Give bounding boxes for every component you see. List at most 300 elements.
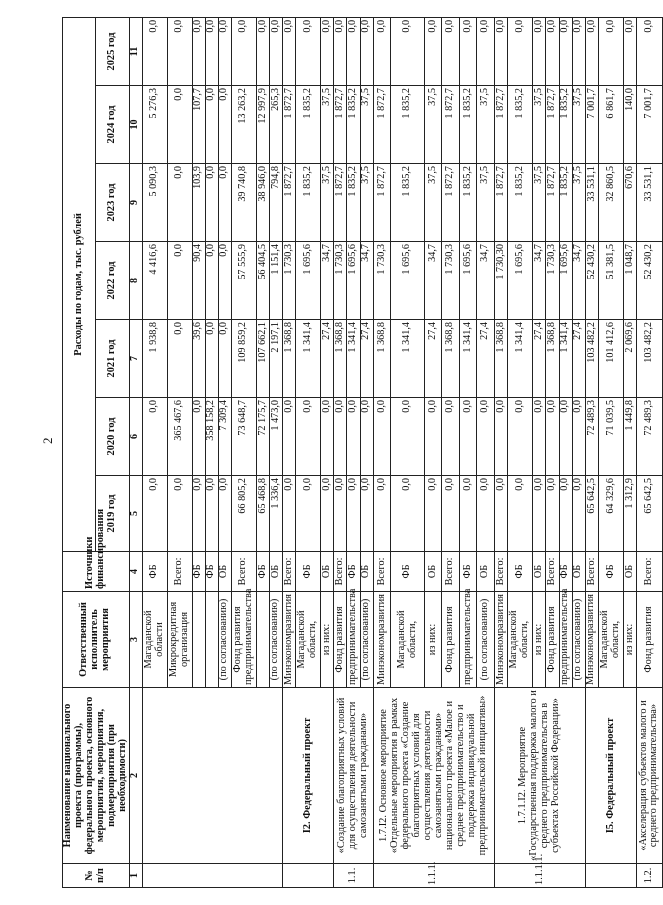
row-value: 0,0 <box>347 476 360 552</box>
header-year: 2019 год <box>96 476 129 552</box>
row-value: 1 835,2 <box>391 164 425 242</box>
row-resp: предпринимательства <box>347 592 360 688</box>
row-resp: из них: <box>533 592 546 688</box>
row-value: 1 449,8 <box>624 398 637 476</box>
row-value: 27,4 <box>533 320 546 398</box>
row-value: 64 329,6 <box>598 476 623 552</box>
row-value: 1 368,8 <box>546 320 559 398</box>
row-value: 37,5 <box>477 164 495 242</box>
row-value: 0,0 <box>546 398 559 476</box>
row-src: ФБ <box>508 552 533 592</box>
row-value: 0,0 <box>296 476 321 552</box>
row-resp: предпринимательства <box>459 592 477 688</box>
row-name <box>495 688 586 864</box>
row-value: 34,7 <box>533 242 546 320</box>
row-value: 0,0 <box>347 398 360 476</box>
row-value: 0,0 <box>296 17 321 85</box>
row-value: 32 860,5 <box>598 164 623 242</box>
row-value: 0,0 <box>391 476 425 552</box>
row-value: 34,7 <box>424 242 442 320</box>
row-value: 103 482,2 <box>585 320 598 398</box>
row-value: 1 835,2 <box>459 86 477 164</box>
row-value: 27,4 <box>572 320 585 398</box>
row-value: 6 861,7 <box>598 86 623 164</box>
row-src: ОБ <box>477 552 495 592</box>
row-value: 101 412,6 <box>598 320 623 398</box>
row-value: 0,0 <box>495 398 508 476</box>
table-row <box>334 17 347 887</box>
row-value: 1 872,7 <box>334 164 347 242</box>
row-value: 66 805,2 <box>231 476 256 552</box>
row-value: 0,0 <box>205 86 218 164</box>
row-value: 1 341,4 <box>296 320 321 398</box>
row-src: ОБ <box>269 552 282 592</box>
row-resp: (по согласованию) <box>477 592 495 688</box>
row-value: 73 648,7 <box>231 398 256 476</box>
row-value: 0,0 <box>572 398 585 476</box>
row-value: 37,5 <box>360 164 373 242</box>
col-index: 4 <box>129 552 142 592</box>
row-resp: Магаданской области <box>142 592 167 688</box>
row-value: 1 368,8 <box>373 320 391 398</box>
row-value: 0,0 <box>637 17 662 85</box>
row-value: 51 381,5 <box>598 242 623 320</box>
row-name-text: 1.7.1.I2. Мероприятие «Государственная поддержка малого и среднего предпринимательства в субъектах Российской Федерации» <box>517 690 561 861</box>
row-value: 4 416,6 <box>142 242 167 320</box>
col-index: 10 <box>129 86 142 164</box>
row-value: 65 642,5 <box>637 476 662 552</box>
row-value: 1 341,4 <box>391 320 425 398</box>
row-resp <box>256 592 269 688</box>
row-src: Всего: <box>585 552 598 592</box>
row-value: 0,0 <box>533 476 546 552</box>
row-value: 1 730,3 <box>282 242 295 320</box>
row-value: 1 835,2 <box>459 164 477 242</box>
header-src: Источники финансирования <box>63 552 130 592</box>
row-name-text: «Создание благоприятных условий для осуществления деятельности самозанятыми гражданами» <box>336 697 369 854</box>
row-value: 1 872,7 <box>282 164 295 242</box>
row-value: 358 158,2 <box>205 398 218 476</box>
header-year: 2023 год <box>96 164 129 242</box>
row-value: 0,0 <box>533 398 546 476</box>
row-value: 38 946,0 <box>256 164 269 242</box>
row-value: 0,0 <box>424 17 442 85</box>
row-value: 7 001,7 <box>585 86 598 164</box>
row-name <box>282 688 333 864</box>
row-value: 1 368,8 <box>495 320 508 398</box>
row-value: 0,0 <box>495 17 508 85</box>
row-value: 0,0 <box>205 164 218 242</box>
row-value: 52 430,2 <box>585 242 598 320</box>
row-resp: Магаданской области, <box>391 592 425 688</box>
row-src: ОБ <box>533 552 546 592</box>
rotated-page <box>62 18 660 888</box>
row-value: 1 341,4 <box>347 320 360 398</box>
row-num <box>282 864 333 888</box>
row-value: 0,0 <box>391 398 425 476</box>
row-resp: Фонд развития <box>546 592 559 688</box>
row-value: 7 001,7 <box>637 86 662 164</box>
row-value: 1 835,2 <box>391 86 425 164</box>
row-src: ФБ <box>391 552 425 592</box>
row-resp: Фонд развития <box>442 592 460 688</box>
row-src: Всего: <box>282 552 295 592</box>
row-resp: Фонд развития <box>334 592 347 688</box>
row-num: 1.2. <box>637 864 662 888</box>
row-value: 0,0 <box>282 476 295 552</box>
row-value: 0,0 <box>296 398 321 476</box>
row-src: ФБ <box>296 552 321 592</box>
row-src: ОБ <box>321 552 334 592</box>
row-value: 0,0 <box>218 476 231 552</box>
row-name <box>637 688 662 864</box>
row-value: 1 695,6 <box>459 242 477 320</box>
row-value: 0,0 <box>373 17 391 85</box>
header-year: 2025 год <box>96 17 129 85</box>
row-value: 33 531,1 <box>637 164 662 242</box>
row-value: 103,9 <box>192 164 205 242</box>
row-value: 0,0 <box>508 398 533 476</box>
row-value: 0,0 <box>546 476 559 552</box>
row-value: 0,0 <box>205 320 218 398</box>
row-resp: (по согласованию) <box>360 592 373 688</box>
row-value: 37,5 <box>572 86 585 164</box>
row-value: 27,4 <box>321 320 334 398</box>
row-value: 0,0 <box>167 242 192 320</box>
row-value: 1 368,8 <box>334 320 347 398</box>
row-src: ОБ <box>624 552 637 592</box>
row-value: 1 835,2 <box>559 164 572 242</box>
header-year: 2024 год <box>96 86 129 164</box>
row-value: 0,0 <box>495 476 508 552</box>
row-value: 2 069,6 <box>624 320 637 398</box>
row-value: 140,0 <box>624 86 637 164</box>
row-value: 0,0 <box>442 476 460 552</box>
row-resp: Магаданской области, <box>296 592 321 688</box>
header-year: 2020 год <box>96 398 129 476</box>
row-value: 39,6 <box>192 320 205 398</box>
row-value: 365 467,6 <box>167 398 192 476</box>
row-value: 72 489,3 <box>585 398 598 476</box>
row-value: 1 341,4 <box>508 320 533 398</box>
row-value: 1 835,2 <box>347 86 360 164</box>
row-resp: (по согласованию) <box>269 592 282 688</box>
row-value: 37,5 <box>360 86 373 164</box>
row-value: 0,0 <box>167 476 192 552</box>
row-value: 1 368,8 <box>282 320 295 398</box>
row-value: 0,0 <box>477 17 495 85</box>
row-value: 37,5 <box>572 164 585 242</box>
row-resp <box>192 592 205 688</box>
row-value: 0,0 <box>142 398 167 476</box>
header-num: № п/п <box>63 864 130 888</box>
row-value: 13 263,2 <box>231 86 256 164</box>
row-resp: Минэкономразвития <box>282 592 295 688</box>
row-value: 1 872,7 <box>546 86 559 164</box>
row-value: 0,0 <box>192 398 205 476</box>
row-value: 57 555,9 <box>231 242 256 320</box>
row-value: 0,0 <box>218 86 231 164</box>
row-src: Всего: <box>334 552 347 592</box>
row-value: 1 312,9 <box>624 476 637 552</box>
row-name <box>142 688 282 864</box>
row-value: 37,5 <box>424 86 442 164</box>
row-value: 1 695,6 <box>391 242 425 320</box>
row-value: 0,0 <box>508 17 533 85</box>
row-value: 37,5 <box>321 86 334 164</box>
row-value: 1 872,7 <box>334 86 347 164</box>
row-value: 0,0 <box>205 476 218 552</box>
row-src: ОБ <box>424 552 442 592</box>
row-value: 0,0 <box>598 17 623 85</box>
row-value: 0,0 <box>167 164 192 242</box>
row-value: 1 151,4 <box>269 242 282 320</box>
col-index: 6 <box>129 398 142 476</box>
table-row <box>142 17 167 887</box>
row-src: ФБ <box>559 552 572 592</box>
row-value: 0,0 <box>142 476 167 552</box>
row-value: 37,5 <box>321 164 334 242</box>
row-resp: (по согласованию) <box>572 592 585 688</box>
row-src: ФБ <box>347 552 360 592</box>
row-value: 0,0 <box>167 320 192 398</box>
row-value: 71 039,5 <box>598 398 623 476</box>
table-row <box>495 17 508 887</box>
header-year: 2021 год <box>96 320 129 398</box>
row-src: ФБ <box>256 552 269 592</box>
expenses-table <box>62 17 663 888</box>
row-value: 0,0 <box>218 17 231 85</box>
row-value: 0,0 <box>334 17 347 85</box>
row-name <box>373 688 494 864</box>
row-src: Всего: <box>495 552 508 592</box>
row-value: 37,5 <box>533 164 546 242</box>
row-value: 1 730,3 <box>546 242 559 320</box>
row-value: 12 997,9 <box>256 86 269 164</box>
row-value: 0,0 <box>477 476 495 552</box>
col-index: 11 <box>129 17 142 85</box>
row-value: 1 473,0 <box>269 398 282 476</box>
row-value: 1 872,7 <box>442 86 460 164</box>
row-value: 794,8 <box>269 164 282 242</box>
row-value: 0,0 <box>218 242 231 320</box>
row-value: 0,0 <box>321 398 334 476</box>
row-value: 5 090,3 <box>142 164 167 242</box>
row-resp: из них: <box>321 592 334 688</box>
row-resp: Магаданской области, <box>598 592 623 688</box>
row-value: 1 368,8 <box>442 320 460 398</box>
row-value: 0,0 <box>559 398 572 476</box>
row-src: ФБ <box>459 552 477 592</box>
row-value: 27,4 <box>360 320 373 398</box>
row-value: 1 872,7 <box>495 164 508 242</box>
row-value: 37,5 <box>533 86 546 164</box>
row-src: ФБ <box>205 552 218 592</box>
row-value: 0,0 <box>218 320 231 398</box>
row-value: 1 341,4 <box>559 320 572 398</box>
row-src: ОБ <box>360 552 373 592</box>
row-value: 0,0 <box>256 17 269 85</box>
row-src: Всего: <box>546 552 559 592</box>
row-value: 109 859,2 <box>231 320 256 398</box>
row-value: 0,0 <box>205 242 218 320</box>
row-value: 27,4 <box>477 320 495 398</box>
row-value: 1 695,6 <box>559 242 572 320</box>
row-value: 0,0 <box>546 17 559 85</box>
row-num: 1.1.1.1. <box>495 864 586 888</box>
row-value: 265,3 <box>269 86 282 164</box>
row-value: 7 309,4 <box>218 398 231 476</box>
row-value: 0,0 <box>192 476 205 552</box>
row-value: 65 642,5 <box>585 476 598 552</box>
row-value: 0,0 <box>572 476 585 552</box>
row-value: 0,0 <box>321 476 334 552</box>
row-resp: Магаданской области, <box>508 592 533 688</box>
row-src: Всего: <box>231 552 256 592</box>
row-value: 1 695,6 <box>296 242 321 320</box>
row-value: 34,7 <box>477 242 495 320</box>
row-src: ОБ <box>218 552 231 592</box>
row-value: 37,5 <box>477 86 495 164</box>
row-value: 0,0 <box>142 17 167 85</box>
row-value: 0,0 <box>459 17 477 85</box>
header-year: 2022 год <box>96 242 129 320</box>
row-value: 0,0 <box>282 398 295 476</box>
row-resp: из них: <box>624 592 637 688</box>
table-row <box>585 17 598 887</box>
row-value: 0,0 <box>269 17 282 85</box>
row-value: 0,0 <box>459 398 477 476</box>
row-src: Всего: <box>637 552 662 592</box>
row-value: 1 336,4 <box>269 476 282 552</box>
row-value: 1 835,2 <box>508 164 533 242</box>
row-value: 1 938,8 <box>142 320 167 398</box>
row-value: 0,0 <box>167 86 192 164</box>
col-index: 2 <box>129 688 142 864</box>
row-value: 1 695,6 <box>508 242 533 320</box>
row-value: 1 730,30 <box>495 242 508 320</box>
row-value: 39 740,8 <box>231 164 256 242</box>
row-value: 107,7 <box>192 86 205 164</box>
row-value: 34,7 <box>360 242 373 320</box>
row-resp <box>205 592 218 688</box>
row-value: 1 835,2 <box>347 164 360 242</box>
row-value: 0,0 <box>334 398 347 476</box>
row-value: 90,4 <box>192 242 205 320</box>
row-value: 0,0 <box>424 398 442 476</box>
row-value: 1 835,2 <box>559 86 572 164</box>
row-value: 0,0 <box>321 17 334 85</box>
table-row <box>637 17 662 887</box>
row-value: 0,0 <box>205 17 218 85</box>
row-resp: (по согласованию) <box>218 592 231 688</box>
col-index: 8 <box>129 242 142 320</box>
row-value: 0,0 <box>391 17 425 85</box>
row-resp: предпринимательства <box>559 592 572 688</box>
row-value: 1 872,7 <box>495 86 508 164</box>
row-src: ФБ <box>142 552 167 592</box>
row-value: 0,0 <box>442 17 460 85</box>
row-name <box>585 688 636 864</box>
row-resp: Микрокредитная организация <box>167 592 192 688</box>
row-value: 0,0 <box>533 17 546 85</box>
row-value: 1 872,7 <box>373 164 391 242</box>
row-name-text: I5. Федеральный проект <box>604 717 616 834</box>
row-num <box>142 864 282 888</box>
row-src: Всего: <box>373 552 391 592</box>
row-value: 0,0 <box>360 17 373 85</box>
row-value: 0,0 <box>585 17 598 85</box>
row-num <box>585 864 636 888</box>
row-value: 1 872,7 <box>546 164 559 242</box>
row-num: 1.1. <box>334 864 373 888</box>
header-name: Наименование национального проекта (программы), федерального проекта, основного мероприятия, мероприятия, подмероприятия (при необходимости) <box>63 688 130 864</box>
row-src: ОБ <box>572 552 585 592</box>
row-value: 0,0 <box>559 17 572 85</box>
row-name-text: 1.7.I2. Основное мероприятие «Отдельные мероприятия в рамках федерального проекта «Создание благоприятных условий для осуществления деятельности самозанятыми гражданами» национального проекта «Малое и среднее предпринимательство и поддержка индивидуальной предпринимательской инициативы» <box>378 695 488 856</box>
row-value: 0,0 <box>373 476 391 552</box>
row-value: 33 531,1 <box>585 164 598 242</box>
row-value: 1 695,6 <box>347 242 360 320</box>
col-index: 1 <box>129 864 142 888</box>
row-resp: Минэкономразвития <box>585 592 598 688</box>
row-value: 0,0 <box>334 476 347 552</box>
row-value: 1 835,2 <box>508 86 533 164</box>
row-num: 1.1.1. <box>373 864 494 888</box>
row-value: 5 276,3 <box>142 86 167 164</box>
row-name-text: «Акселерация субъектов малого и среднего предпринимательства» <box>637 700 660 851</box>
row-src: ФБ <box>598 552 623 592</box>
col-index: 9 <box>129 164 142 242</box>
row-value: 0,0 <box>192 17 205 85</box>
row-name-text: I2. Федеральный проект <box>301 717 313 834</box>
row-resp: Фонд развития предпринимательства <box>231 592 256 688</box>
row-value: 1 048,7 <box>624 242 637 320</box>
row-value: 670,6 <box>624 164 637 242</box>
row-value: 34,7 <box>321 242 334 320</box>
row-src: ФБ <box>192 552 205 592</box>
row-src: Всего: <box>442 552 460 592</box>
row-value: 0,0 <box>442 398 460 476</box>
row-value: 1 872,7 <box>373 86 391 164</box>
row-value: 1 872,7 <box>282 86 295 164</box>
page-number: 2 <box>40 437 55 444</box>
row-resp: из них: <box>424 592 442 688</box>
row-value: 72 489,3 <box>637 398 662 476</box>
row-value: 103 482,2 <box>637 320 662 398</box>
row-name <box>334 688 373 864</box>
row-value: 1 730,3 <box>442 242 460 320</box>
row-value: 52 430,2 <box>637 242 662 320</box>
row-value: 0,0 <box>477 398 495 476</box>
row-value: 27,4 <box>424 320 442 398</box>
row-value: 0,0 <box>508 476 533 552</box>
row-value: 0,0 <box>218 164 231 242</box>
row-value: 0,0 <box>347 17 360 85</box>
row-value: 72 175,7 <box>256 398 269 476</box>
row-value: 0,0 <box>373 398 391 476</box>
row-value: 0,0 <box>624 17 637 85</box>
table-row <box>373 17 391 887</box>
header-spend: Расходы по годам, тыс. рублей <box>63 17 96 551</box>
col-index: 5 <box>129 476 142 552</box>
row-value: 0,0 <box>459 476 477 552</box>
row-value: 34,7 <box>572 242 585 320</box>
row-value: 37,5 <box>424 164 442 242</box>
row-value: 1 835,2 <box>296 86 321 164</box>
header-resp: Ответственный исполнитель мероприятия <box>63 592 130 688</box>
row-resp: Фонд развития <box>637 592 662 688</box>
